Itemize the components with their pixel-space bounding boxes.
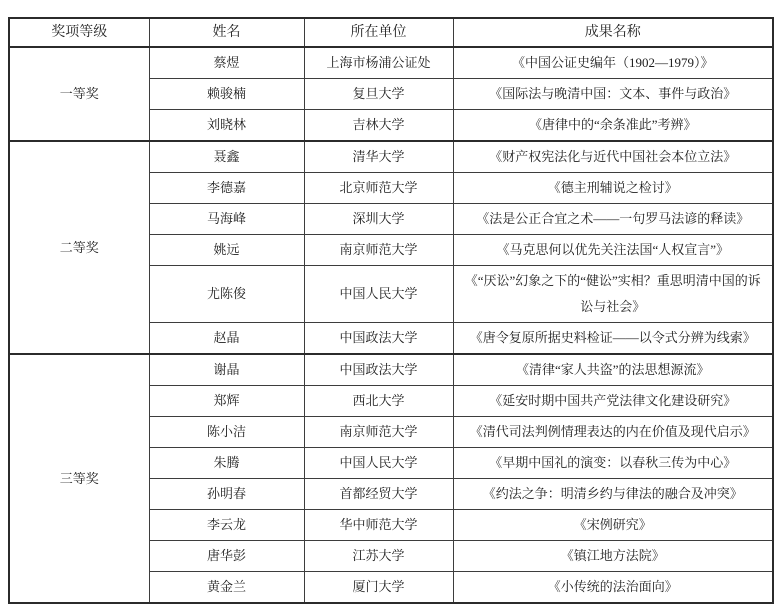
affiliation-cell: 复旦大学 (304, 79, 453, 110)
table-row (9, 47, 773, 79)
affiliation-cell: 北京师范大学 (304, 173, 453, 204)
affiliation-cell: 中国人民大学 (304, 448, 453, 479)
name-cell: 唐华彭 (149, 541, 304, 572)
work-cell: 《财产权宪法化与近代中国社会本位立法》 (453, 141, 773, 173)
affiliation-cell: 深圳大学 (304, 204, 453, 235)
table-row (9, 354, 773, 386)
work-cell: 《宋例研究》 (453, 510, 773, 541)
award-level-cell: 一等奖 (9, 47, 149, 141)
work-cell: 《马克思何以优先关注法国“人权宣言”》 (453, 235, 773, 266)
name-cell: 蔡煜 (149, 47, 304, 79)
affiliation-cell: 南京师范大学 (304, 417, 453, 448)
work-cell: 《小传统的法治面向》 (453, 572, 773, 604)
work-cell: 《早期中国礼的演变：以春秋三传为中心》 (453, 448, 773, 479)
name-cell: 马海峰 (149, 204, 304, 235)
name-cell: 朱腾 (149, 448, 304, 479)
affiliation-cell: 中国政法大学 (304, 354, 453, 386)
affiliation-cell: 中国政法大学 (304, 323, 453, 355)
affiliation-cell: 上海市杨浦公证处 (304, 47, 453, 79)
name-cell: 刘晓林 (149, 110, 304, 142)
name-cell: 李云龙 (149, 510, 304, 541)
work-cell: 《中国公证史编年（1902—1979）》 (453, 47, 773, 79)
affiliation-cell: 首都经贸大学 (304, 479, 453, 510)
header-cell-work: 成果名称 (453, 18, 773, 47)
awards-table (8, 17, 774, 604)
affiliation-cell: 西北大学 (304, 386, 453, 417)
affiliation-cell: 华中师范大学 (304, 510, 453, 541)
name-cell: 姚远 (149, 235, 304, 266)
work-cell: 《延安时期中国共产党法律文化建设研究》 (453, 386, 773, 417)
awards-table-header (9, 18, 773, 47)
work-cell: 《国际法与晚清中国：文本、事件与政治》 (453, 79, 773, 110)
name-cell: 谢晶 (149, 354, 304, 386)
work-cell: 《清律“家人共盗”的法思想源流》 (453, 354, 773, 386)
award-level-cell: 二等奖 (9, 141, 149, 354)
header-cell-award-level: 奖项等级 (9, 18, 149, 47)
affiliation-cell: 吉林大学 (304, 110, 453, 142)
name-cell: 陈小洁 (149, 417, 304, 448)
affiliation-cell: 中国人民大学 (304, 266, 453, 323)
work-cell: 《德主刑辅说之检讨》 (453, 173, 773, 204)
award-level-cell: 三等奖 (9, 354, 149, 603)
work-cell: 《约法之争：明清乡约与律法的融合及冲突》 (453, 479, 773, 510)
work-cell: 《法是公正合宜之术——一句罗马法谚的释读》 (453, 204, 773, 235)
work-cell: 《唐令复原所据史料检证——以令式分辨为线索》 (453, 323, 773, 355)
affiliation-cell: 清华大学 (304, 141, 453, 173)
work-cell: 《“厌讼”幻象之下的“健讼”实相？重思明清中国的诉讼与社会》 (453, 266, 773, 323)
affiliation-cell: 厦门大学 (304, 572, 453, 604)
work-cell: 《清代司法判例情理表达的内在价值及现代启示》 (453, 417, 773, 448)
name-cell: 孙明春 (149, 479, 304, 510)
affiliation-cell: 南京师范大学 (304, 235, 453, 266)
table-row (9, 141, 773, 173)
work-cell: 《镇江地方法院》 (453, 541, 773, 572)
name-cell: 聂鑫 (149, 141, 304, 173)
header-row (9, 18, 773, 47)
name-cell: 郑辉 (149, 386, 304, 417)
name-cell: 赵晶 (149, 323, 304, 355)
affiliation-cell: 江苏大学 (304, 541, 453, 572)
work-cell: 《唐律中的“余条准此”考辨》 (453, 110, 773, 142)
awards-table-body (9, 47, 773, 603)
header-cell-affiliation: 所在单位 (304, 18, 453, 47)
name-cell: 黄金兰 (149, 572, 304, 604)
name-cell: 李德嘉 (149, 173, 304, 204)
name-cell: 赖骏楠 (149, 79, 304, 110)
header-cell-name: 姓名 (149, 18, 304, 47)
name-cell: 尤陈俊 (149, 266, 304, 323)
